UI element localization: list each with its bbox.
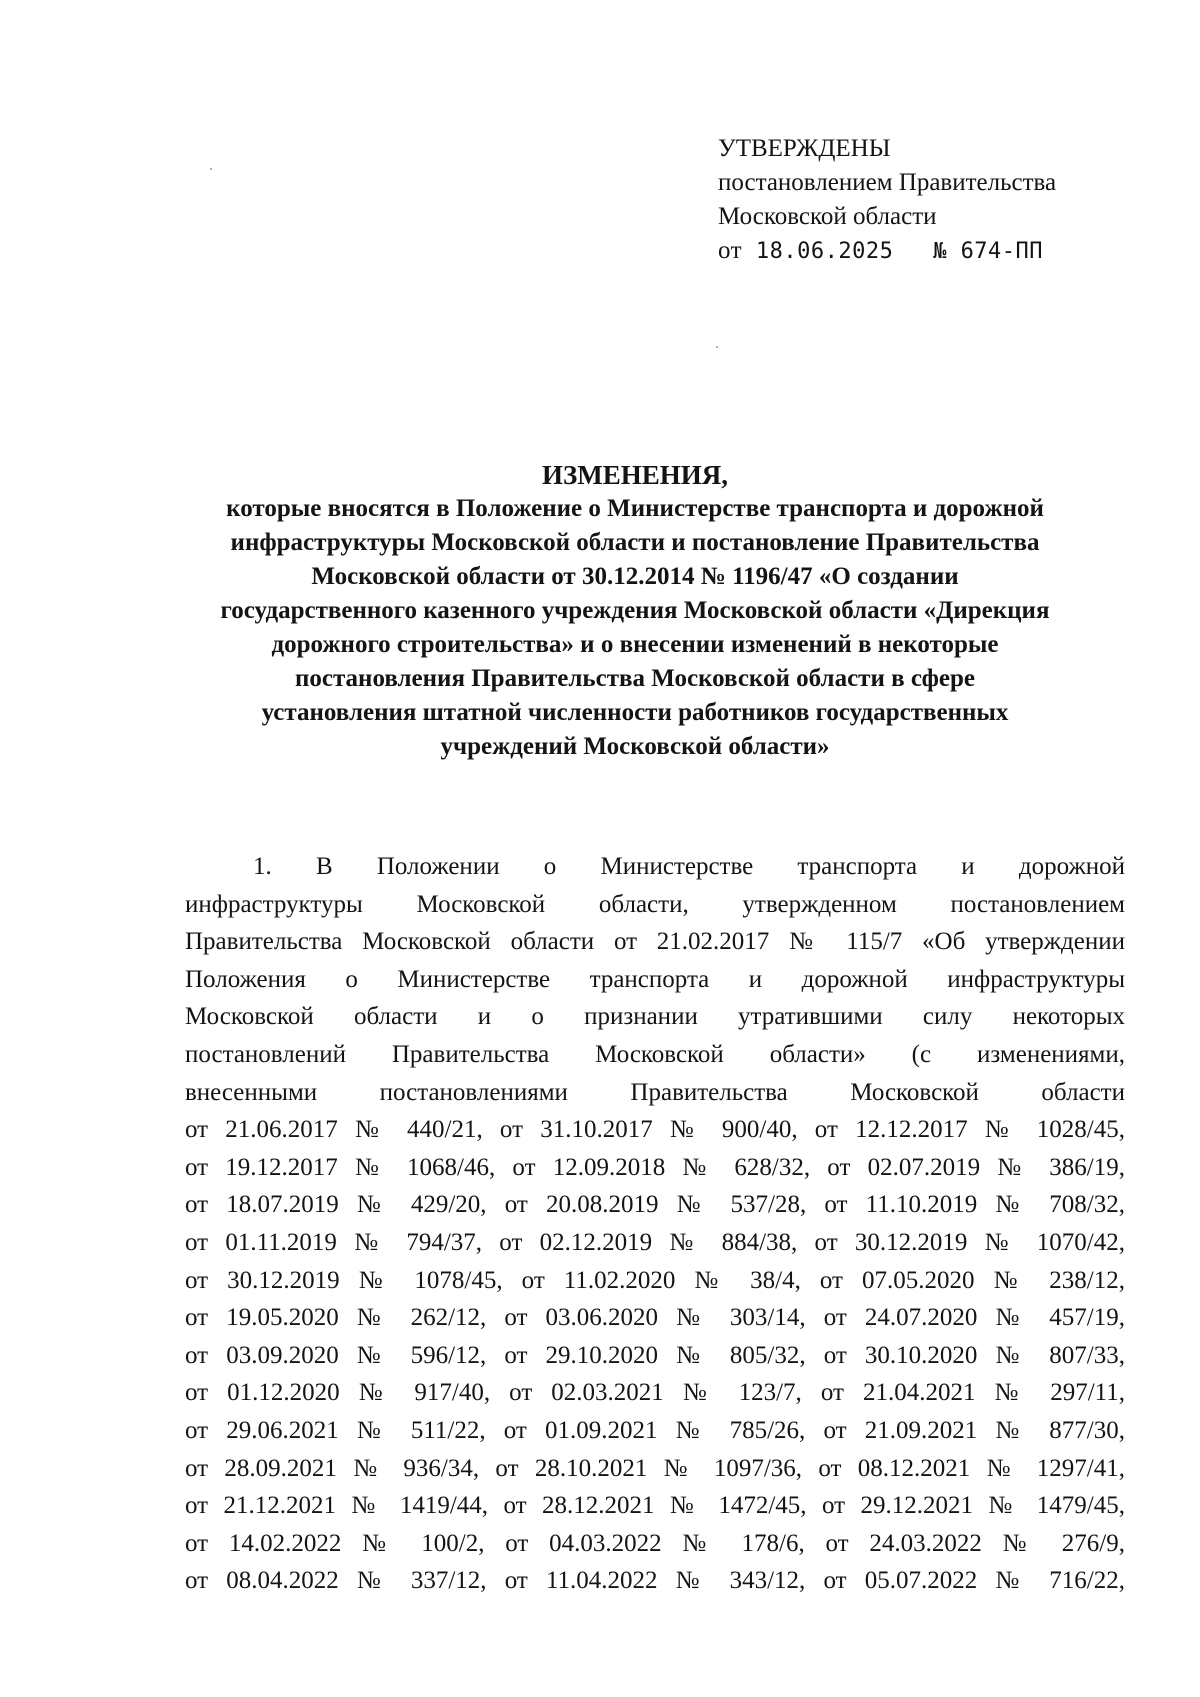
approval-date-prefix: от (718, 237, 743, 264)
body-line: Правительства Московской области от 21.02.2017 № 115/7 «Об утверждении (185, 928, 1125, 956)
title-line: Московской области от 30.12.2014 № 1196/47 «О создании (311, 563, 959, 590)
approval-number-sign: № (933, 239, 947, 264)
approval-region: Московской области (718, 203, 937, 230)
body-line: инфраструктуры Московской области, утвержденном постановлением (185, 890, 1125, 918)
body-line: внесенными постановлениями Правительства Московской области (185, 1078, 1125, 1106)
document-title (160, 458, 1110, 764)
title-line: учреждений Московской области» (440, 733, 830, 760)
approval-stamp (718, 132, 1138, 269)
body-line: от 19.12.2017 № 1068/46, от 12.09.2018 № 628/32, от 02.07.2019 № 386/19, (185, 1153, 1125, 1181)
approval-title: УТВЕРЖДЕНЫ (718, 135, 891, 162)
body-line: постановлений Правительства Московской области» (с изменениями, (185, 1040, 1125, 1068)
body-line: 1. В Положении о Министерстве транспорта и дорожной (253, 853, 1125, 880)
title-line: дорожного строительства» и о внесении изменений в некоторые (271, 631, 999, 658)
title-line: установления штатной численности работников государственных (261, 699, 1009, 726)
body-line: Московской области и о признании утратившими силу некоторых (185, 1003, 1125, 1031)
body-line: от 01.11.2019 № 794/37, от 02.12.2019 № 884/38, от 30.12.2019 № 1070/42, (185, 1228, 1125, 1256)
scan-speck (210, 168, 212, 170)
body-line: от 29.06.2021 № 511/22, от 01.09.2021 № 785/26, от 21.09.2021 № 877/30, (185, 1416, 1125, 1444)
title-line: постановления Правительства Московской области в сфере (294, 665, 976, 692)
body-line: от 18.07.2019 № 429/20, от 20.08.2019 № 537/28, от 11.10.2019 № 708/32, (185, 1191, 1125, 1219)
title-line: которые вносятся в Положение о Министерстве транспорта и дорожной (226, 495, 1044, 522)
title-heading: ИЗМЕНЕНИЯ, (541, 460, 728, 490)
body-line: от 01.12.2020 № 917/40, от 02.03.2021 № 123/7, от 21.04.2021 № 297/11, (185, 1379, 1125, 1407)
body-line: от 21.12.2021 № 1419/44, от 28.12.2021 № 1472/45, от 29.12.2021 № 1479/45, (185, 1492, 1125, 1520)
approval-date-number (718, 234, 1138, 269)
approval-number: 674-ПП (960, 239, 1044, 264)
body-line: от 08.04.2022 № 337/12, от 11.04.2022 № 343/12, от 05.07.2022 № 716/22, (185, 1567, 1125, 1595)
scan-speck (716, 346, 718, 348)
approval-issuer: постановлением Правительства (718, 169, 1057, 196)
title-line: государственного казенного учреждения Московской области «Дирекция (220, 597, 1050, 624)
approval-date: 18.06.2025 (755, 239, 894, 264)
body-line: от 28.09.2021 № 936/34, от 28.10.2021 № 1097/36, от 08.12.2021 № 1297/41, (185, 1454, 1125, 1482)
body-line: от 14.02.2022 № 100/2, от 04.03.2022 № 178/6, от 24.03.2022 № 276/9, (185, 1529, 1125, 1557)
body-line: от 19.05.2020 № 262/12, от 03.06.2020 № 303/14, от 24.07.2020 № 457/19, (185, 1304, 1125, 1332)
title-line: инфраструктуры Московской области и постановление Правительства (230, 529, 1040, 556)
body-line: от 21.06.2017 № 440/21, от 31.10.2017 № 900/40, от 12.12.2017 № 1028/45, (185, 1116, 1125, 1144)
body-line: от 03.09.2020 № 596/12, от 29.10.2020 № 805/32, от 30.10.2020 № 807/33, (185, 1341, 1125, 1369)
body-line: от 30.12.2019 № 1078/45, от 11.02.2020 № 38/4, от 07.05.2020 № 238/12, (185, 1266, 1125, 1294)
body-paragraph (185, 848, 1125, 1600)
body-line: Положения о Министерстве транспорта и дорожной инфраструктуры (185, 965, 1125, 993)
